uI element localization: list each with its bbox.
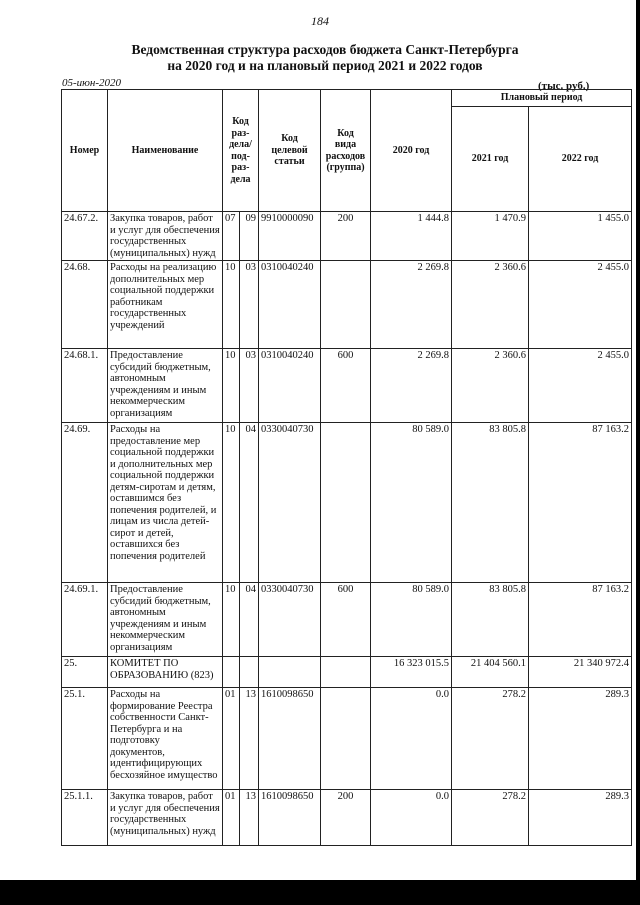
- header-line: расходов: [325, 150, 366, 162]
- header-line: статьи: [274, 156, 305, 168]
- document-date: 05-июн-2020: [62, 77, 122, 89]
- row-amount-2021: 83 805.8: [452, 423, 529, 583]
- table-row: [62, 688, 632, 790]
- row-name-line: подготовку: [110, 735, 160, 746]
- row-name-line: оставшихся без: [110, 539, 180, 550]
- row-tselevaya: 0310040240: [259, 261, 321, 349]
- row-name-line: попечения родителей, и: [110, 504, 217, 516]
- row-name: [108, 349, 223, 423]
- row-podrazdel: 03: [240, 349, 259, 423]
- row-name: [108, 423, 223, 583]
- row-razdel: 10: [223, 349, 240, 423]
- row-name: [108, 688, 223, 790]
- row-name-line: попечения родителей: [110, 550, 206, 562]
- row-tselevaya: 0330040730: [259, 583, 321, 657]
- row-amount-2020: 80 589.0: [371, 583, 452, 657]
- row-podrazdel: 04: [240, 423, 259, 583]
- row-name-line: учреждениям и иным: [110, 384, 207, 396]
- row-razdel: 10: [223, 423, 240, 583]
- row-number: 25.1.: [62, 688, 108, 790]
- row-tselevaya: 1610098650: [259, 688, 321, 790]
- table-row: [62, 657, 632, 688]
- row-name-line: учреждениям и иным: [110, 618, 207, 630]
- row-amount-2021: 2 360.6: [452, 261, 529, 349]
- row-podrazdel: 03: [240, 261, 259, 349]
- row-name-line: формирование Реестра: [110, 700, 213, 712]
- row-amount-2022: 289.3: [529, 688, 632, 790]
- header-line: дела/: [229, 139, 252, 150]
- row-name-line: организациям: [110, 641, 173, 653]
- row-amount-2020: 0.0: [371, 790, 452, 846]
- table-row: [62, 261, 632, 349]
- row-razdel: 01: [223, 688, 240, 790]
- table-header: [62, 90, 632, 212]
- header-plan-period: Плановый период: [452, 90, 632, 107]
- header-2022: 2022 год: [529, 107, 632, 212]
- row-vid: [321, 423, 371, 583]
- row-amount-2021: 2 360.6: [452, 349, 529, 423]
- row-name-line: КОМИТЕТ ПО: [110, 658, 179, 669]
- row-name-line: Закупка товаров, работ: [110, 791, 213, 802]
- row-name-line: Закупка товаров, работ: [110, 213, 213, 224]
- header-line: (группа): [326, 162, 365, 173]
- header-line: раз-: [231, 162, 250, 173]
- budget-table: [61, 89, 632, 846]
- row-number: 24.67.2.: [62, 212, 108, 261]
- row-name-line: государственных: [110, 308, 187, 319]
- row-razdel: 10: [223, 583, 240, 657]
- row-number: 24.68.1.: [62, 349, 108, 423]
- row-podrazdel: 09: [240, 212, 259, 261]
- document-title: [0, 42, 640, 74]
- title-line-1: Ведомственная структура расходов бюджета Санкт-Петербурга: [131, 42, 519, 57]
- row-name-line: государственных: [110, 236, 187, 247]
- row-vid: 600: [321, 583, 371, 657]
- row-name-line: дополнительных мер: [110, 273, 205, 285]
- row-amount-2022: 2 455.0: [529, 261, 632, 349]
- header-line: дела: [230, 173, 251, 185]
- table-row: [62, 212, 632, 261]
- header-line: под-: [231, 150, 250, 162]
- row-amount-2021: 278.2: [452, 790, 529, 846]
- row-amount-2020: 2 269.8: [371, 261, 452, 349]
- row-amount-2022: 289.3: [529, 790, 632, 846]
- row-amount-2021: 21 404 560.1: [452, 657, 529, 688]
- row-amount-2021: 83 805.8: [452, 583, 529, 657]
- row-name-line: Предоставление: [110, 350, 183, 361]
- row-name-line: автономным: [110, 373, 166, 384]
- header-line: Код: [232, 116, 249, 127]
- row-name-line: и услуг для обеспечения: [110, 802, 220, 814]
- row-tselevaya: 9910000090: [259, 212, 321, 261]
- table-row: [62, 423, 632, 583]
- row-razdel: 01: [223, 790, 240, 846]
- header-razdel: [223, 90, 259, 212]
- row-name-line: учреждений: [110, 319, 165, 331]
- row-name-line: и дополнительных мер: [110, 458, 213, 470]
- header-line: Код: [337, 127, 354, 139]
- header-vid: [321, 90, 371, 212]
- title-line-2: на 2020 год и на плановый период 2021 и 2022 годов: [167, 58, 483, 73]
- row-name-line: собственности Санкт-: [110, 712, 209, 723]
- row-name: [108, 212, 223, 261]
- row-name-line: оставшимся без: [110, 493, 182, 504]
- row-name-line: лицам из числа детей-: [110, 516, 210, 527]
- row-name-line: предоставление мер: [110, 435, 201, 447]
- table-body: [62, 212, 632, 846]
- row-amount-2022: 87 163.2: [529, 583, 632, 657]
- row-amount-2022: 2 455.0: [529, 349, 632, 423]
- row-name-line: (муниципальных) нужд: [110, 825, 216, 837]
- row-name-line: субсидий бюджетным,: [110, 595, 211, 607]
- row-name-line: работникам: [110, 296, 163, 308]
- row-name-line: некоммерческим: [110, 396, 186, 407]
- row-name-line: детям-сиротам и детям,: [110, 481, 216, 493]
- row-amount-2020: 16 323 015.5: [371, 657, 452, 688]
- row-vid: [321, 261, 371, 349]
- units-label: (тыс. руб.): [538, 80, 590, 92]
- row-razdel: 10: [223, 261, 240, 349]
- row-name-line: субсидий бюджетным,: [110, 361, 211, 373]
- row-name: [108, 583, 223, 657]
- row-vid: 600: [321, 349, 371, 423]
- row-name-line: Петербурга и на: [110, 723, 183, 735]
- row-amount-2022: 1 455.0: [529, 212, 632, 261]
- row-tselevaya: 1610098650: [259, 790, 321, 846]
- row-razdel: 07: [223, 212, 240, 261]
- row-number: 25.1.1.: [62, 790, 108, 846]
- table-row: [62, 790, 632, 846]
- row-name: [108, 657, 223, 688]
- row-number: 24.69.: [62, 423, 108, 583]
- row-name-line: ОБРАЗОВАНИЮ (823): [110, 669, 214, 681]
- row-name-line: социальной поддержки: [110, 470, 215, 481]
- row-podrazdel: 13: [240, 688, 259, 790]
- row-number: 24.68.: [62, 261, 108, 349]
- row-vid: 200: [321, 212, 371, 261]
- row-name-line: Расходы на: [110, 689, 161, 700]
- row-amount-2020: 80 589.0: [371, 423, 452, 583]
- row-name-line: идентифицирующих: [110, 758, 203, 769]
- row-name-line: Расходы на реализацию: [110, 262, 217, 273]
- row-vid: [321, 657, 371, 688]
- row-number: 25.: [62, 657, 108, 688]
- row-razdel: [223, 657, 240, 688]
- header-line: раз-: [231, 127, 250, 139]
- row-amount-2021: 278.2: [452, 688, 529, 790]
- row-name: [108, 261, 223, 349]
- row-name-line: организациям: [110, 407, 173, 419]
- row-name: [108, 790, 223, 846]
- row-podrazdel: 13: [240, 790, 259, 846]
- row-name-line: сирот и детей,: [110, 527, 174, 539]
- header-line: вида: [334, 139, 357, 150]
- row-name-line: (муниципальных) нужд: [110, 247, 216, 259]
- row-name-line: и услуг для обеспечения: [110, 224, 220, 236]
- row-name-line: Предоставление: [110, 584, 183, 595]
- page-edge: [636, 0, 640, 880]
- row-amount-2020: 2 269.8: [371, 349, 452, 423]
- row-amount-2020: 0.0: [371, 688, 452, 790]
- header-2021: 2021 год: [452, 107, 529, 212]
- row-name-line: документов,: [110, 746, 165, 758]
- row-podrazdel: [240, 657, 259, 688]
- row-amount-2021: 1 470.9: [452, 212, 529, 261]
- row-name-line: государственных: [110, 814, 187, 825]
- row-vid: 200: [321, 790, 371, 846]
- header-tselevaya: [259, 90, 321, 212]
- header-number: Номер: [62, 90, 108, 212]
- table-row: [62, 349, 632, 423]
- row-name-line: Расходы на: [110, 424, 161, 435]
- row-amount-2022: 87 163.2: [529, 423, 632, 583]
- header-name: Наименование: [108, 90, 223, 212]
- row-tselevaya: [259, 657, 321, 688]
- header-2020: 2020 год: [371, 90, 452, 212]
- row-podrazdel: 04: [240, 583, 259, 657]
- row-amount-2022: 21 340 972.4: [529, 657, 632, 688]
- row-name-line: бесхозяйное имущество: [110, 769, 218, 781]
- row-name-line: социальной поддержки: [110, 447, 215, 458]
- row-name-line: некоммерческим: [110, 630, 186, 641]
- row-vid: [321, 688, 371, 790]
- row-name-line: автономным: [110, 607, 166, 618]
- scan-bottom-border: [0, 880, 640, 905]
- row-number: 24.69.1.: [62, 583, 108, 657]
- row-name-line: социальной поддержки: [110, 285, 215, 296]
- header-line: Код: [281, 133, 298, 145]
- row-tselevaya: 0330040730: [259, 423, 321, 583]
- header-line: целевой: [271, 144, 308, 156]
- row-tselevaya: 0310040240: [259, 349, 321, 423]
- row-amount-2020: 1 444.8: [371, 212, 452, 261]
- table-row: [62, 583, 632, 657]
- page-number: 184: [311, 14, 329, 28]
